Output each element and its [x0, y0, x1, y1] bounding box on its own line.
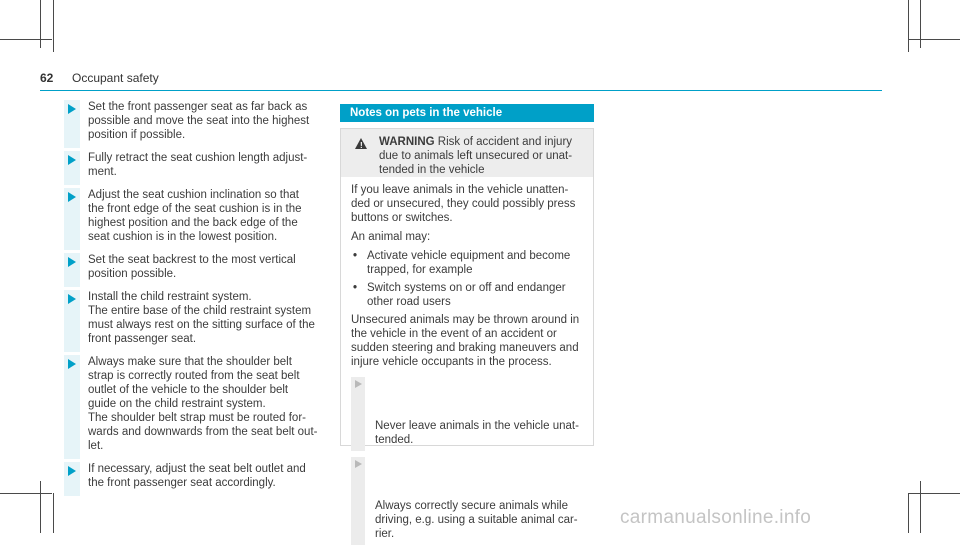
crop-mark	[40, 0, 41, 48]
list-item-text: Activate vehicle equipment and become trapped, for example	[367, 250, 571, 276]
crop-mark	[40, 481, 41, 533]
notes-paragraph: Unsecured animals may be thrown around in the vehicle in the event of an accident or sudden steering and braking maneuvers and injure vehicle occupants in the process.	[351, 314, 580, 368]
step-text: Fully retract the seat cushion length adjust- ment.	[88, 152, 308, 178]
crop-mark	[908, 493, 909, 533]
instruction-step	[64, 290, 329, 346]
instruction-step	[64, 151, 329, 179]
header-rule	[40, 90, 882, 91]
instruction-step	[64, 188, 329, 244]
page-header	[40, 71, 921, 91]
crop-mark	[0, 493, 52, 494]
notes-paragraph: If you leave animals in the vehicle unatten- ded or unsecured, they could possibly press buttons or switches.	[351, 184, 576, 224]
notes-body	[351, 183, 587, 551]
step-text: Install the child restraint system. The entire base of the child restraint system must always rest on the sitting surface of the front passenger seat.	[88, 291, 315, 345]
step-arrow-icon	[68, 359, 76, 369]
crop-mark	[920, 481, 921, 533]
crop-mark	[0, 39, 52, 40]
step-bar	[351, 377, 365, 451]
instruction-step	[64, 462, 329, 490]
list-item	[351, 281, 587, 309]
notes-step	[351, 457, 587, 541]
notes-box	[340, 128, 594, 540]
instruction-step	[64, 253, 329, 281]
step-text: If necessary, adjust the seat belt outlet and the front passenger seat accordingly.	[88, 463, 306, 489]
crop-mark	[53, 0, 54, 52]
notes-paragraph: An animal may:	[351, 231, 431, 243]
step-arrow-icon	[68, 294, 76, 304]
step-arrow-icon	[68, 192, 76, 202]
step-arrow-icon	[68, 257, 76, 267]
step-arrow-icon	[68, 155, 76, 165]
crop-mark	[53, 493, 54, 533]
notes-step	[351, 377, 587, 447]
step-text: Adjust the seat cushion inclination so that the front edge of the seat cushion is in the highest position and the back edge of the seat cushion is in the lowest position.	[88, 189, 302, 243]
warning-message: Risk of accident and injury due to animals left unsecured or unat- tended in the vehicle	[379, 136, 573, 176]
crop-mark	[920, 0, 921, 48]
step-text: Set the seat backrest to the most vertical position possible.	[88, 254, 296, 280]
list-item-text: Switch systems on or off and endanger other road users	[367, 282, 566, 308]
step-text: Always correctly secure animals while driving, e.g. using a suitable animal car- rier.	[375, 500, 578, 540]
warning-text	[379, 135, 579, 177]
instruction-steps	[64, 100, 329, 499]
step-arrow-icon	[68, 104, 76, 114]
step-arrow-icon	[355, 380, 362, 388]
instruction-step	[64, 355, 329, 453]
section-title: Occupant safety	[72, 71, 159, 85]
bullet-icon: •	[353, 282, 358, 294]
step-arrow-icon	[355, 460, 362, 468]
step-bar	[351, 457, 365, 545]
page-number: 62	[40, 71, 54, 85]
list-item	[351, 249, 587, 277]
crop-mark	[908, 493, 960, 494]
warning-icon: !	[355, 138, 367, 149]
warning-block	[341, 129, 593, 177]
crop-mark	[908, 0, 909, 52]
bullet-icon: •	[353, 250, 358, 262]
notes-heading: Notes on pets in the vehicle	[340, 104, 594, 122]
crop-mark	[908, 39, 960, 40]
step-text: Set the front passenger seat as far back as possible and move the seat into the highest position if possible.	[88, 101, 310, 141]
step-arrow-icon	[68, 466, 76, 476]
warning-label: WARNING	[379, 136, 435, 148]
step-bar	[64, 355, 80, 459]
step-text: Always make sure that the shoulder belt strap is correctly routed from the seat belt outlet of the vehicle to the shoulder belt guide on the child restraint system. The shoulder belt strap must be routed for- wards and downwards from the seat belt out- let.	[88, 356, 318, 452]
instruction-step	[64, 100, 329, 142]
watermark: carmanualsonline.info	[620, 507, 812, 528]
step-text: Never leave animals in the vehicle unat- tended.	[375, 420, 579, 446]
